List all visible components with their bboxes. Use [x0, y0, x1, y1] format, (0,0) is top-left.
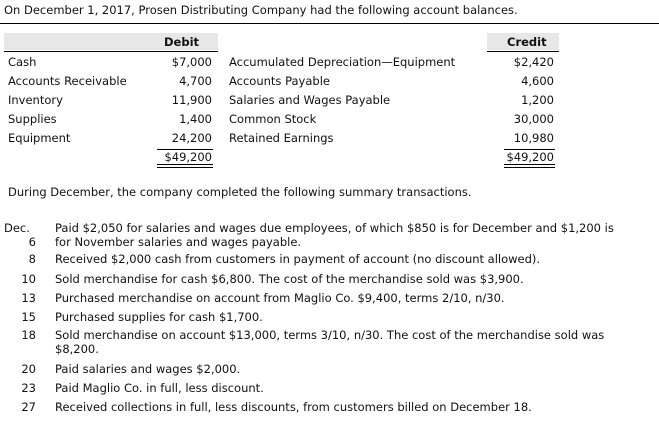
transaction-text: Purchased merchandise on account from Maglio Co. $9,400, terms 2/10, n/30.: [55, 291, 505, 305]
credit-double-underline: [504, 167, 555, 168]
debit-account-amount: 1,400: [179, 112, 212, 126]
credit-account-name: Common Stock: [229, 112, 317, 126]
debit-header: Debit: [164, 35, 200, 49]
transaction-text: Sold merchandise for cash $6,800. The cost of the merchandise sold was $3,900.: [55, 272, 524, 286]
debit-account-name: Cash: [8, 55, 37, 69]
credit-account-amount: $2,420: [513, 55, 554, 69]
credit-header-underline: [487, 51, 559, 52]
transaction-day: 13: [21, 291, 36, 305]
transaction-day: 18: [21, 328, 36, 342]
transactions-intro: During December, the company completed the following summary transactions.: [8, 185, 472, 199]
credit-account-name: Accounts Payable: [229, 74, 330, 88]
credit-account-amount: 4,600: [521, 74, 554, 88]
top-divider: [0, 23, 659, 24]
transaction-text: Purchased supplies for cash $1,700.: [55, 310, 263, 324]
debit-account-amount: 4,700: [179, 74, 212, 88]
credit-total: $49,200: [506, 150, 554, 164]
debit-account-name: Equipment: [8, 131, 71, 145]
transaction-text-cont: $8,200.: [55, 342, 99, 356]
transaction-text: Paid Maglio Co. in full, less discount.: [55, 381, 264, 395]
credit-header: Credit: [507, 35, 547, 49]
debit-account-amount: 11,900: [171, 93, 212, 107]
credit-account-name: Salaries and Wages Payable: [229, 93, 391, 107]
transaction-text: Paid salaries and wages $2,000.: [55, 362, 241, 376]
debit-total: $49,200: [164, 150, 212, 164]
debit-account-amount: $7,000: [171, 55, 212, 69]
credit-account-name: Accumulated Depreciation—Equipment: [229, 55, 456, 69]
transaction-text-cont: for November salaries and wages payable.: [55, 235, 302, 249]
debit-account-amount: 24,200: [171, 131, 212, 145]
transaction-text: Sold merchandise on account $13,000, terms 3/10, n/30. The cost of the merchandise sold was: [55, 328, 605, 342]
debit-header-underline: [4, 51, 218, 52]
transaction-day: 27: [21, 400, 36, 414]
transaction-month: Dec.: [4, 221, 30, 235]
credit-account-amount: 1,200: [521, 93, 554, 107]
intro-text: On December 1, 2017, Prosen Distributing Company had the following account balances.: [4, 3, 518, 17]
transaction-day: 20: [21, 362, 36, 376]
transaction-day: 15: [21, 310, 36, 324]
transaction-text: Received collections in full, less discounts, from customers billed on December 18.: [55, 400, 532, 414]
transaction-text: Received $2,000 cash from customers in payment of account (no discount allowed).: [55, 252, 541, 266]
debit-account-name: Inventory: [8, 93, 63, 107]
debit-account-name: Supplies: [8, 112, 57, 126]
credit-account-amount: 10,980: [513, 131, 554, 145]
credit-account-name: Retained Earnings: [229, 131, 334, 145]
credit-account-amount: 30,000: [513, 112, 554, 126]
transaction-day: 23: [21, 381, 36, 395]
transaction-day: 8: [28, 252, 36, 266]
transaction-text: Paid $2,050 for salaries and wages due employees, of which $850 is for December and $1,200 is: [55, 221, 614, 235]
transaction-day: 6: [28, 235, 36, 249]
debit-account-name: Accounts Receivable: [8, 74, 127, 88]
transaction-day: 10: [21, 272, 36, 286]
debit-double-underline: [157, 167, 213, 168]
